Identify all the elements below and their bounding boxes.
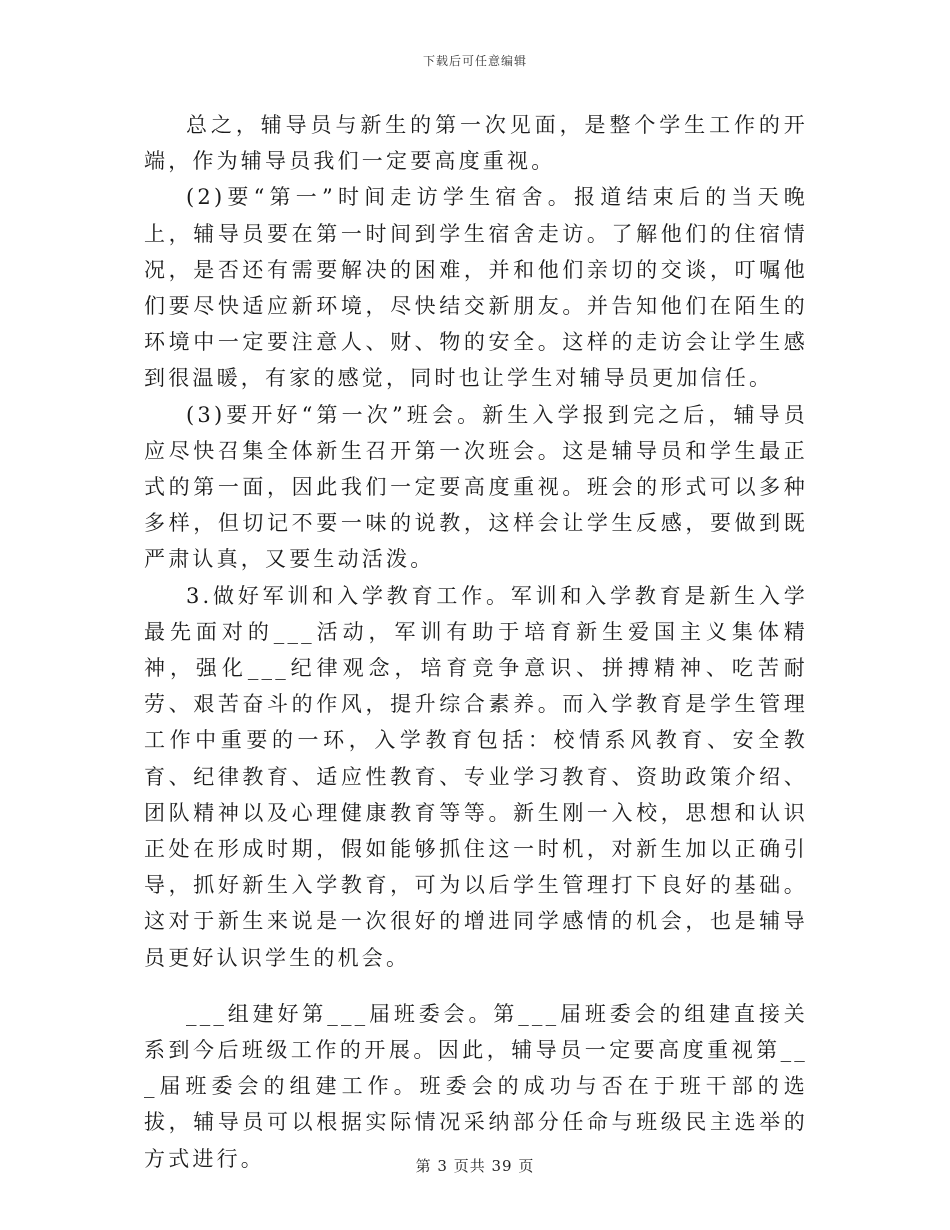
paragraph-summary: 总之，辅导员与新生的第一次见面，是整个学生工作的开端，作为辅导员我们一定要高度重视。: [144, 113, 808, 174]
page-number: 第 3 页共 39 页: [415, 1157, 535, 1175]
paragraph-first-class-meeting: (3)要开好“第一次”班会。新生入学报到完之后，辅导员应尽快召集全体新生召开第一次班会。这是辅导员和学生最正式的第一面，因此我们一定要高度重视。班会的形式可以多种多样，但切记不要一味的说教，这样会让学生反感，要做到既严肃认真，又要生动活泼。: [144, 402, 808, 572]
page-header: 下载后可任意编辑: [422, 54, 527, 68]
paragraph-class-committee: ___组建好第___届班委会。第___届班委会的组建直接关系到今后班级工作的开展。因此，辅导员一定要高度重视第___届班委会的组建工作。班委会的成功与否在于班干部的选拔，辅导员可以根据实际情况采纳部分任命与班级民主选举的方式进行。: [144, 1001, 808, 1171]
paragraph-military-training: 3.做好军训和入学教育工作。军训和入学教育是新生入学最先面对的___活动，军训有助于培育新生爱国主义集体精神，强化___纪律观念，培育竞争意识、拼搏精神、吃苦耐劳、艰苦奋斗的作风，提升综合素养。而入学教育是学生管理工作中重要的一环，入学教育包括：校情系风教育、安全教育、纪律教育、适应性教育、专业学习教育、资助政策介绍、团队精神以及心理健康教育等等。新生刚一入校，思想和认识正处在形成时期，假如能够抓住这一时机，对新生加以正确引导，抓好新生入学教育，可为以后学生管理打下良好的基础。这对于新生来说是一次很好的增进同学感情的机会，也是辅导员更好认识学生的机会。: [144, 583, 808, 970]
paragraph-dorm-visit: (2)要“第一”时间走访学生宿舍。报道结束后的当天晚上，辅导员要在第一时间到学生宿舍走访。了解他们的住宿情况，是否还有需要解决的困难，并和他们亲切的交谈，叮嘱他们要尽快适应新环境，尽快结交新朋友。并告知他们在陌生的环境中一定要注意人、财、物的安全。这样的走访会让学生感到很温暖，有家的感觉，同时也让学生对辅导员更加信任。: [144, 185, 808, 391]
document-body: [144, 107, 808, 1177]
